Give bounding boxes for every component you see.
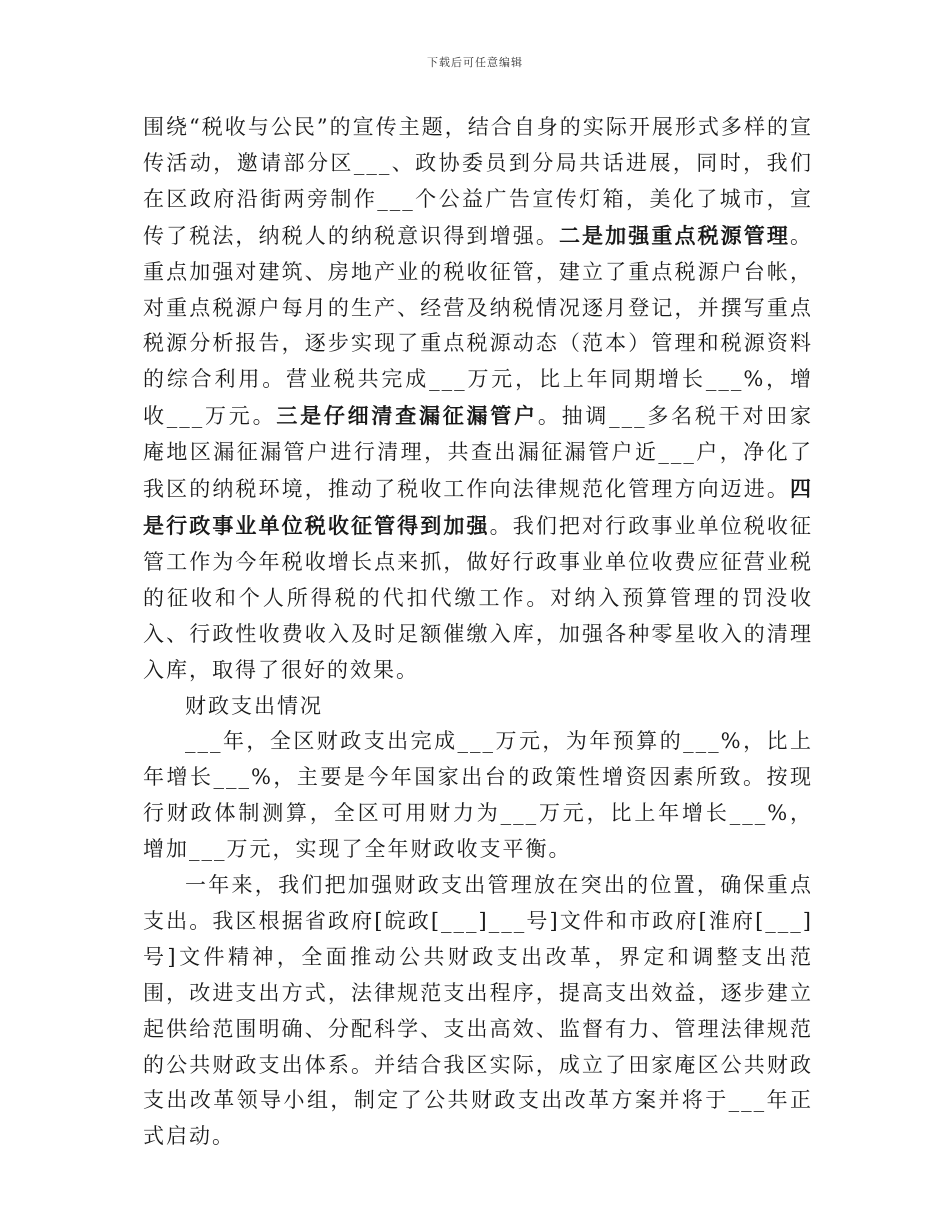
paragraph-expenditure-summary: ___年，全区财政支出完成___万元，为年预算的___%，比上年增长___%，主要是今年国家出台的政策性增资因素所致。按现行财政体制测算，全区可用财力为___万元，比上年增长___%，增加___万元，实现了全年财政收支平衡。 bbox=[143, 729, 813, 862]
paragraph-text: 。抽调___多名税干对田家庵地区漏征漏管户进行清理，共查出漏征漏管户近___户，净化了我区的纳税环境，推动了税收工作向法律规范化管理方向迈进。 bbox=[143, 404, 814, 502]
paragraph-text: 。重点加强对建筑、房地产业的税收征管，建立了重点税源户台帐，对重点税源户每月的生产、经营及纳税情况逐月登记，并撰写重点税源分析报告，逐步实现了重点税源动态（范本）管理和税源资料的综合利用。营业税共完成___万元，比上年同期增长___%，增收___万元。 bbox=[143, 223, 814, 429]
bold-heading-key-tax-sources: 二是加强重点税源管理 bbox=[558, 222, 791, 248]
paragraph-text: 围绕“税收与公民”的宣传主题，结合自身的实际开展形式多样的宣传活动，邀请部分区___、政协委员到分局共话进展，同时，我们在区政府沿街两旁制作___个公益广告宣传灯箱，美化了城市，宣传了税法，纳税人的纳税意识得到增强。 bbox=[143, 115, 813, 248]
bold-heading-public-institutions: 四是行政事业单位税收征管得到加强 bbox=[143, 476, 813, 538]
paragraph-expenditure-management: 一年来，我们把加强财政支出管理放在突出的位置，确保重点支出。我区根据省政府[皖政[___]___号]文件和市政府[淮府[___]号]文件精神，全面推动公共财政支出改革，界定和调整支出范围，改进支出方式，法律规范支出程序，提高支出效益，逐步建立起供给范围明确、分配科学、支出高效、监督有力、管理法律规范的公共财政支出体系。并结合我区实际，成立了田家庵区公共财政支出改革领导小组，制定了公共财政支出改革方案并将于___年正式启动。 bbox=[143, 873, 813, 1149]
paragraph-text: 。我们把对行政事业单位税收征管工作为今年税收增长点来抓，做好行政事业单位收费应征营业税的征收和个人所得税的代扣代缴工作。对纳入预算管理的罚没收入、行政性收费收入及时足额催缴入库，加强各种零星收入的清理入库，取得了很好的效果。 bbox=[143, 513, 814, 682]
page-header-note: 下载后可任意编辑 bbox=[427, 56, 523, 69]
paragraph-tax-publicity bbox=[143, 110, 813, 689]
bold-heading-missing-taxpayers: 三是仔细清查漏征漏管户 bbox=[276, 403, 538, 429]
section-heading-expenditure: 财政支出情况 bbox=[185, 693, 323, 718]
document-body bbox=[143, 110, 813, 1155]
